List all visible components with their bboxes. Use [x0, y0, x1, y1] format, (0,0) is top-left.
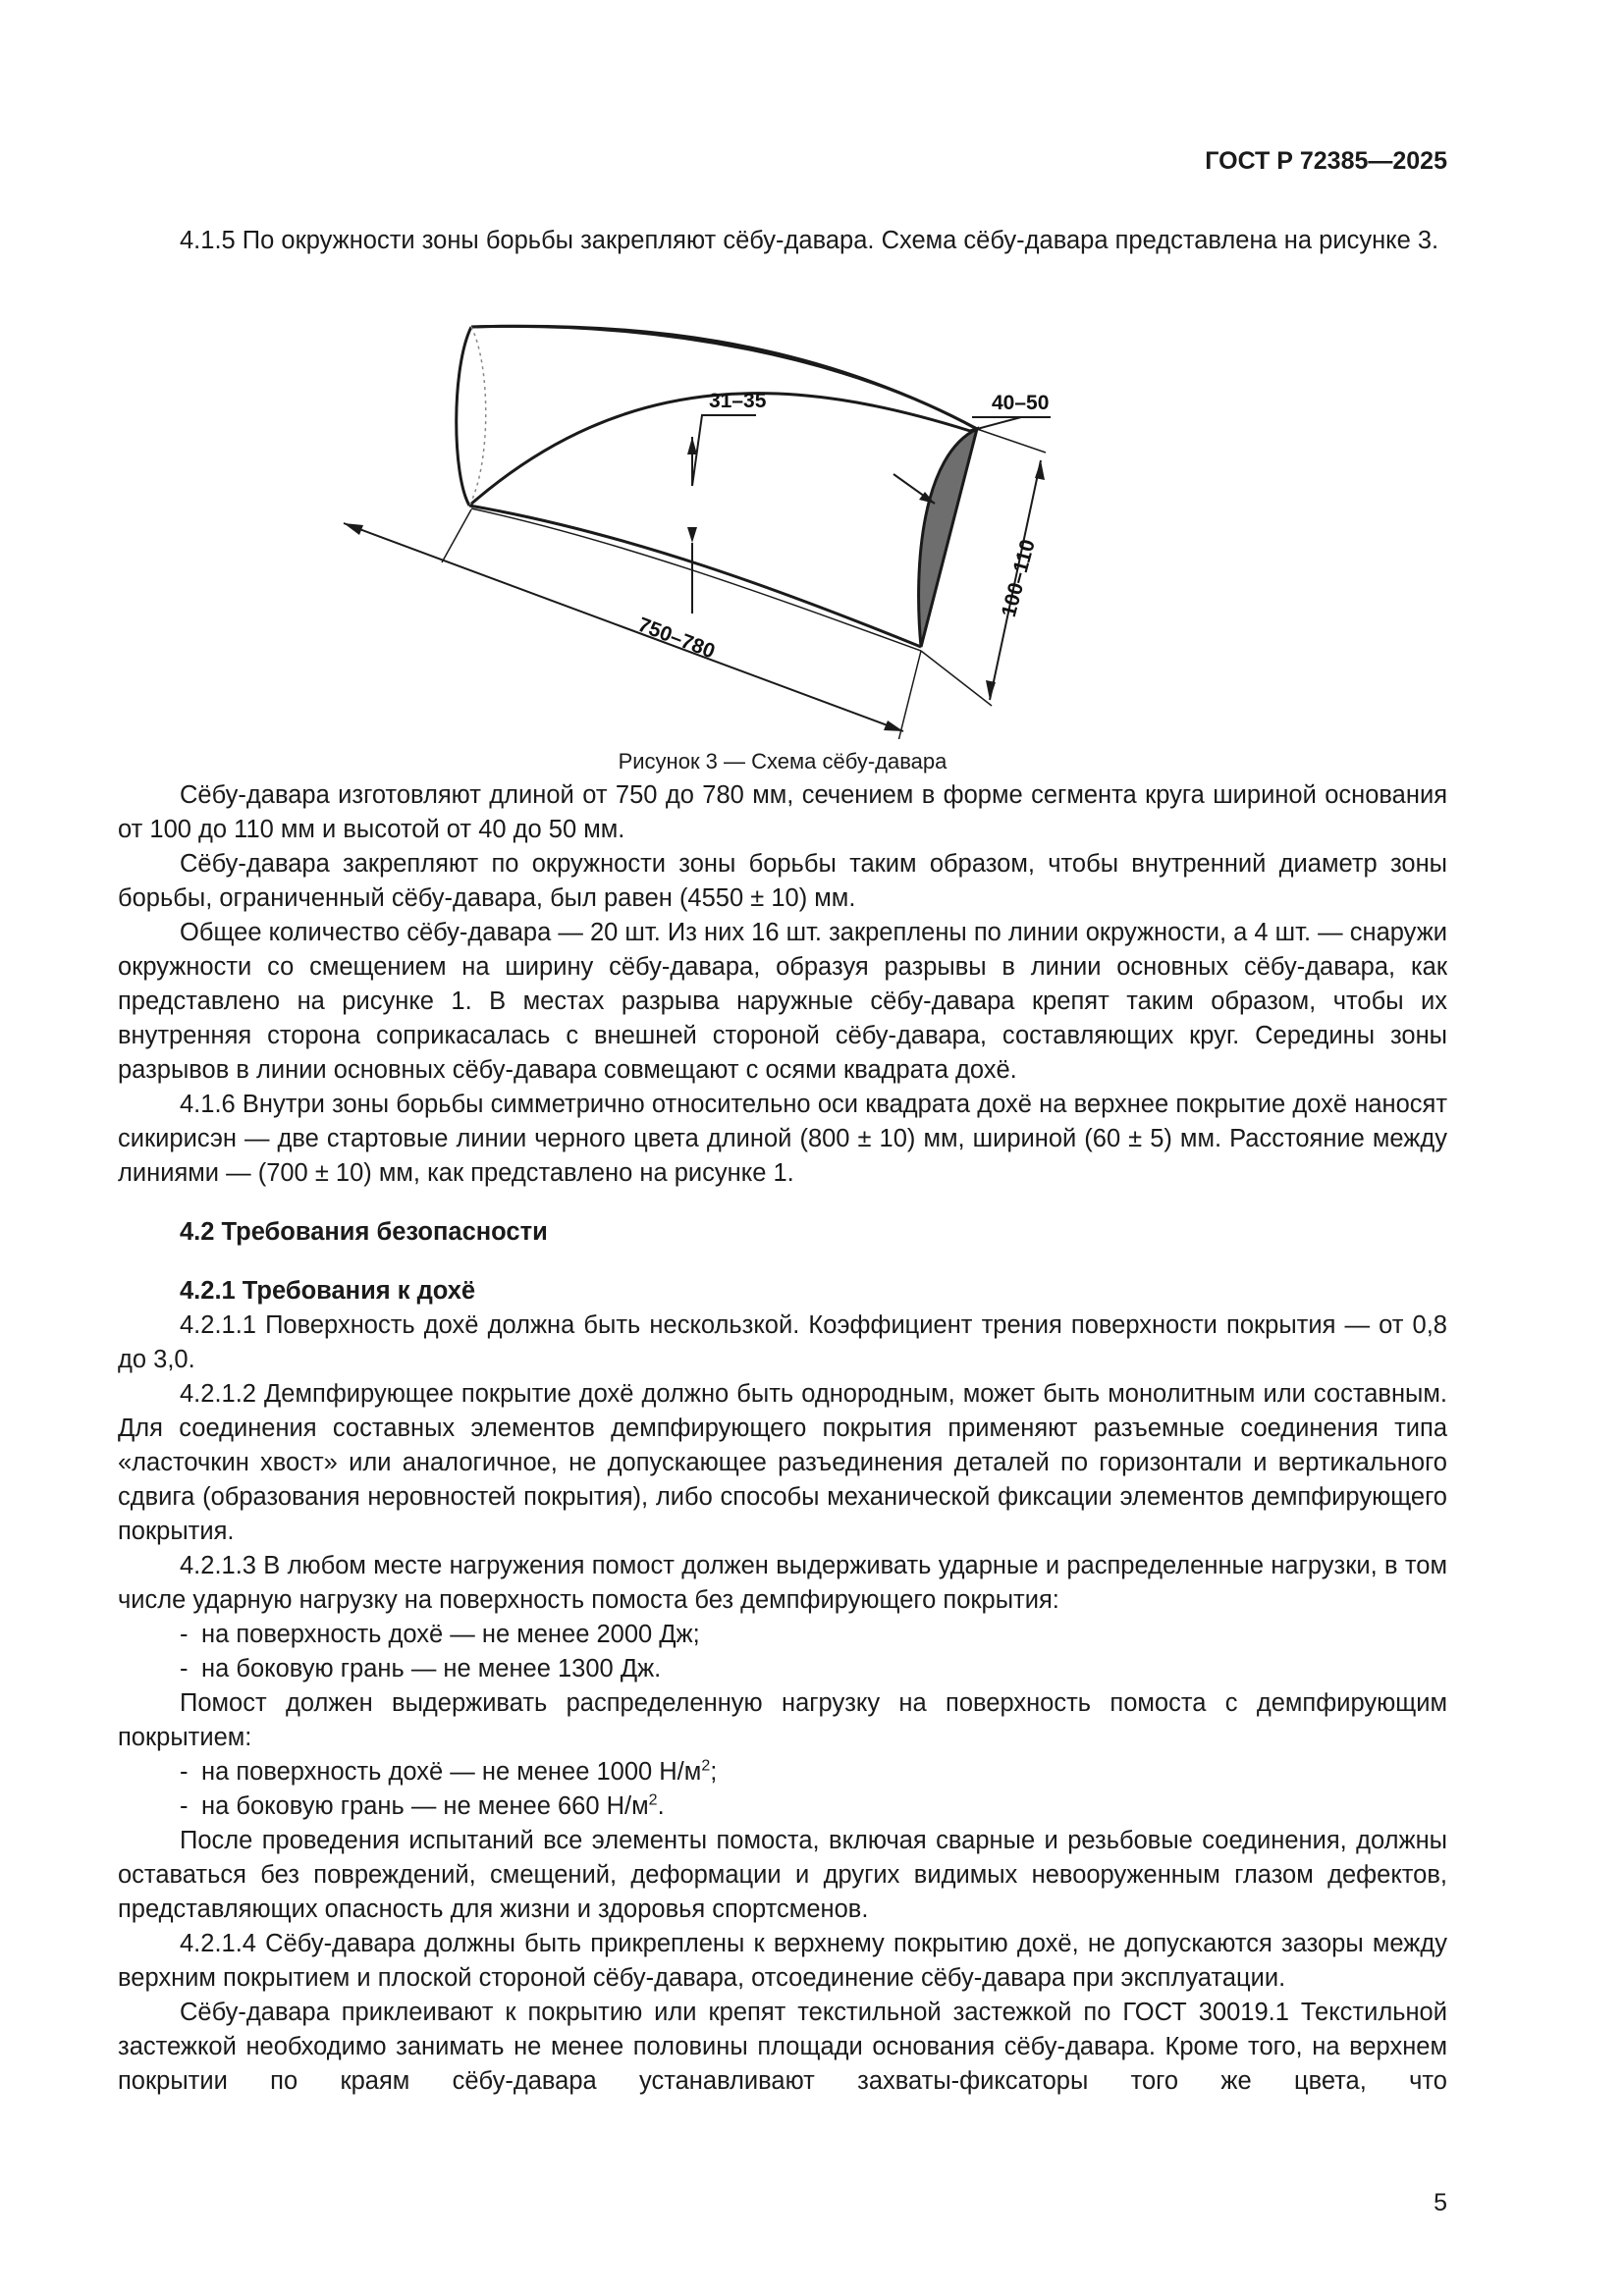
clause-4-2-1-1: 4.2.1.1 Поверхность дохё должна быть нескользкой. Коэффициент трения поверхности покрытия — от 0,8 до 3,0. — [118, 1311, 1447, 1373]
list-item: - на поверхность дохё — не менее 1000 $Н/м^2$; — [180, 1757, 718, 1786]
subsection-heading-4-2-1: 4.2.1 Требования к дохё — [180, 1277, 476, 1305]
clause-4-1-5: 4.1.5 По окружности зоны борьбы закрепляют сёбу-давара. Схема сёбу-давара представлена на рисунке 3. — [180, 227, 1439, 254]
sebu-davara-left-end — [457, 327, 471, 506]
page-content — [118, 224, 1447, 2099]
thickness-dim-label: 31–35 — [709, 390, 767, 412]
clause-4-2-1-3: 4.2.1.3 В любом месте нагружения помост должен выдерживать ударные и распределенные нагрузки, в том числе ударную нагрузку на поверхность помоста без демпфирующего покрытия: — [118, 1552, 1447, 1614]
list-item: - на боковую грань — не менее 1300 Дж. — [180, 1655, 662, 1682]
figure-caption: Рисунок 3 — Схема сёбу-давара — [618, 749, 947, 774]
section-heading-4-2: 4.2 Требования безопасности — [180, 1218, 548, 1246]
paragraph-after-tests: После проведения испытаний все элементы помоста, включая сварные и резьбовые соединения, должны оставаться без повреждений, смещений, деформации и других видимых невооруженным глазом дефектов, представляющих опасность для жизни и здоровья спортсменов. — [118, 1827, 1447, 1923]
document-code: ГОСТ Р 72385—2025 — [1205, 147, 1447, 175]
length-dim-label: 750–780 — [634, 613, 719, 664]
sebu-davara-left-end-hidden — [469, 327, 486, 506]
clause-4-1-6: 4.1.6 Внутри зоны борьбы симметрично относительно оси квадрата дохё на верхнее покрытие дохё наносят сикирисэн — две стартовые линии черного цвета длиной (800 ± 10) мм, шириной (60 ± 5) мм. Расстояние между линиями — (700 ± 10) мм, как представлено на рисунке 1. — [118, 1091, 1447, 1187]
list-item: - на боковую грань — не менее 660 $Н/м^2$. — [180, 1791, 665, 1820]
list-item: - на поверхность дохё — не менее 2000 Дж; — [180, 1621, 700, 1648]
paragraph-diameter: Сёбу-давара закрепляют по окружности зоны борьбы таким образом, чтобы внутренний диаметр зоны борьбы, ограниченный сёбу-давара, был равен (4550 ± 10) мм. — [118, 850, 1447, 912]
paragraph-dimensions: Сёбу-давара изготовляют длиной от 750 до 780 мм, сечением в форме сегмента круга шириной основания от 100 до 110 мм и высотой от 40 до 50 мм. — [118, 781, 1447, 843]
page-number: 5 — [1434, 2189, 1447, 2216]
paragraph-quantity: Общее количество сёбу-давара — 20 шт. Из них 16 шт. закреплены по линии окружности, а 4 шт. — снаружи окружности со смещением на ширину сёбу-давара, образуя разрывы в линии основных сёбу-давара, как представлено на рисунке 1. В местах разрыва наружные сёбу-давара крепят таким образом, чтобы их внутренняя сторона соприкасалась с внешней стороной сёбу-давара, составляющих круг. Середины зоны разрывов в линии основных сёбу-давара совмещают с осями квадрата дохё. — [118, 919, 1447, 1084]
length-dim-line — [344, 523, 903, 731]
clause-4-2-1-2: 4.2.1.2 Демпфирующее покрытие дохё должно быть однородным, может быть монолитным или составным. Для соединения составных элементов демпфирующего покрытия применяют разъемные соединения типа «ласточкин хвост» или аналогичное, не допускающее разъединения деталей по горизонтали и вертикального сдвига (образования неровностей покрытия), либо способы механической фиксации элементов демпфирующего покрытия. — [118, 1380, 1447, 1545]
clause-4-2-1-4: 4.2.1.4 Сёбу-давара должны быть прикреплены к верхнему покрытию дохё, не допускаются зазоры между верхним покрытием и плоской стороной сёбу-давара, отсоединение сёбу-давара при эксплуатации. — [118, 1930, 1447, 1992]
paragraph-distributed-load: Помост должен выдерживать распределенную нагрузку на поверхность помоста с демпфирующим покрытием: — [118, 1689, 1447, 1751]
sebu-davara-diagram — [334, 307, 1218, 739]
figure-3 — [118, 258, 1447, 778]
height-dim-label: 40–50 — [992, 392, 1050, 414]
width-dim-label: 100–110 — [997, 537, 1040, 620]
paragraph-fastening: Сёбу-давара приклеивают к покрытию или крепят текстильной застежкой по ГОСТ 30019.1 Текстильной застежкой необходимо занимать не менее половины площади основания сёбу-давара. Кроме того, на верхнем покрытии по краям сёбу-давара устанавливают захваты-фиксаторы того же цвета, что — [118, 1999, 1447, 2095]
